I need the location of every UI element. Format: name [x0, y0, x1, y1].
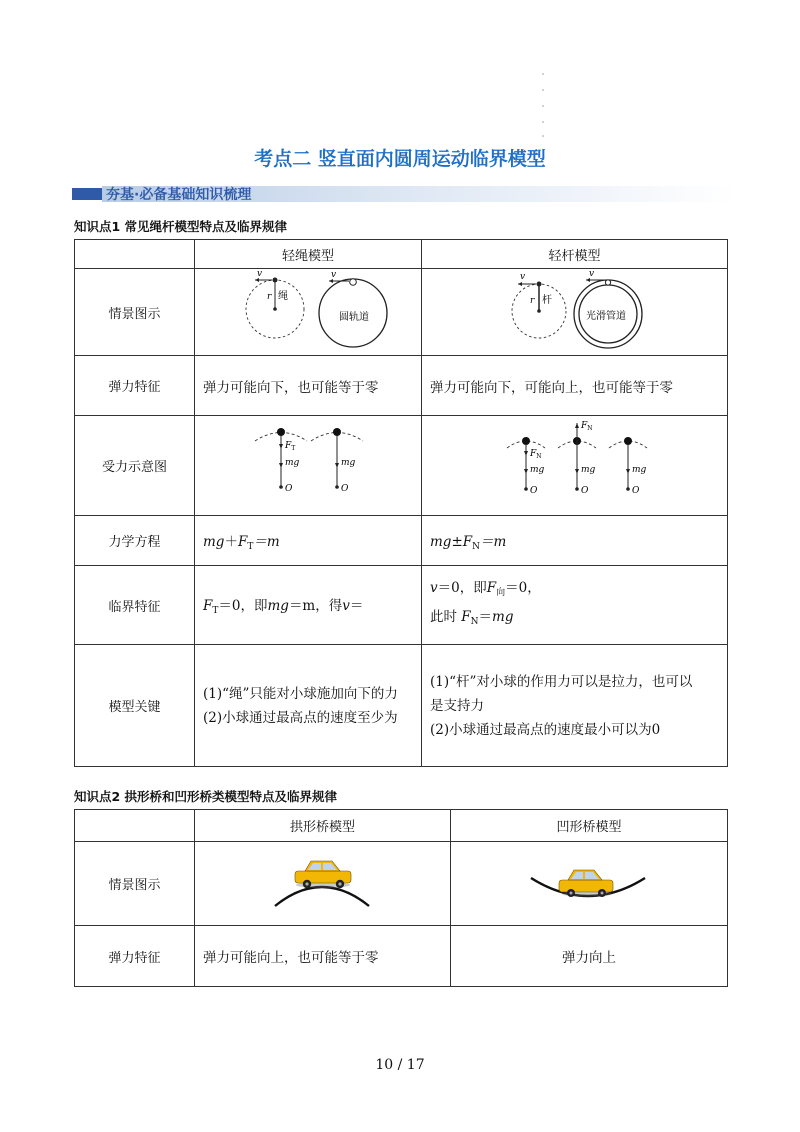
arch-force-feature: 弹力可能向上，也可能等于零: [195, 926, 451, 987]
row-force-feature: [75, 356, 728, 416]
rope-O-label-2: O: [341, 484, 349, 494]
rod-O-label-1: O: [530, 486, 538, 496]
header-rope: 轻绳模型: [195, 240, 422, 269]
row-critical: [75, 566, 728, 645]
section-marker: [72, 188, 102, 200]
rope-label: 绳: [278, 291, 288, 302]
rod-diagram-downward: [507, 437, 545, 496]
header-rod: 轻杆模型: [422, 240, 728, 269]
rope-key-line-1: (1)“绳”只能对小球施加向下的力: [203, 685, 398, 702]
rod-key-line-2: 是支持力: [430, 697, 484, 714]
rope-mg-label-1: mg: [285, 458, 300, 468]
rod-smooth-tube: [574, 269, 642, 348]
bridge-table: [74, 809, 728, 987]
rope-equation: $mg+F_T=m$: [195, 516, 422, 566]
concave-force-feature: 弹力向上: [451, 926, 728, 987]
rod-mg-label-2: mg: [581, 465, 596, 475]
row-label-force-diagram: 受力示意图: [75, 416, 195, 516]
rod-FN-label-2: $F_N$: [581, 421, 593, 432]
row-equation: [75, 516, 728, 566]
row-label-force-feature: 弹力特征: [75, 356, 195, 416]
rod-critical: v＝0，即$F_向=0$， 此时 $F_N=mg$: [422, 566, 728, 645]
rod-force-diagram: [422, 416, 728, 516]
rope-force-diagram: [195, 416, 422, 516]
rope-scene-svg: [195, 269, 421, 351]
rope-rod-table: [74, 239, 728, 767]
rod-label: 杆: [542, 295, 552, 306]
row-key: [75, 645, 728, 767]
bridge-header-empty: [75, 810, 195, 842]
decorative-dots: [541, 70, 545, 140]
rod-equation: $mg\pm F_N=m$: [422, 516, 728, 566]
rope-FT-label: $F_T$: [285, 441, 296, 452]
bridge-row-scene: [75, 842, 728, 926]
row-force-diagram: [75, 416, 728, 516]
rod-dashed-circle: [512, 272, 566, 338]
rod-diagram-upward: [558, 421, 596, 496]
row-label-equation: 力学方程: [75, 516, 195, 566]
rope-diagram-gravity-only: [311, 428, 363, 494]
rope-force-svg: [195, 416, 421, 511]
rod-FN-label-1: $F_N$: [530, 449, 542, 460]
concave-bridge-figure: [451, 842, 728, 926]
row-label-key: 模型关键: [75, 645, 195, 767]
header-arch: 拱形桥模型: [195, 810, 451, 842]
rope-dashed-circle: [246, 269, 304, 338]
bridge-row-label-scene: 情景图示: [75, 842, 195, 926]
rod-mg-label-3: mg: [632, 465, 647, 475]
rope-force-feature: 弹力可能向下，也可能等于零: [195, 356, 422, 416]
tube-v-label: v: [589, 269, 595, 279]
rod-mg-label-1: mg: [530, 465, 545, 475]
rod-scene-svg: [422, 269, 727, 351]
rope-r-label: r: [267, 292, 272, 302]
bridge-row-force: [75, 926, 728, 987]
section-header-text: 夯基·必备基础知识梳理: [106, 187, 252, 203]
arch-bridge-figure: [195, 842, 451, 926]
rope-critical: $F_T=0$，即mg＝m，得v＝: [195, 566, 422, 645]
rope-v-label: v: [257, 269, 263, 279]
rope-mg-label-2: mg: [341, 458, 356, 468]
rod-key: [422, 645, 728, 767]
rope-circular-track: [319, 270, 387, 347]
row-label-critical: 临界特征: [75, 566, 195, 645]
track-label: 圆轨道: [339, 312, 369, 323]
rod-O-label-2: O: [581, 486, 589, 496]
section-header: [72, 182, 736, 206]
rod-r-label: r: [530, 296, 535, 306]
page-number: 10 / 17: [375, 1057, 425, 1073]
rope-scene-figure: [195, 269, 422, 356]
row-label-scene: 情景图示: [75, 269, 195, 356]
car-icon: [295, 861, 351, 888]
rod-O-label-3: O: [632, 486, 640, 496]
rod-key-line-1: (1)“杆”对小球的作用力可以是拉力，也可以: [430, 673, 693, 690]
knowledge-point-2-title: 知识点2 拱形桥和凹形桥类模型特点及临界规律: [74, 789, 338, 804]
concave-bridge-svg: [451, 842, 727, 921]
rod-key-line-3: (2)小球通过最高点的速度最小可以为0: [430, 721, 661, 738]
page-title: 考点二 竖直面内圆周运动临界模型: [254, 148, 546, 170]
tube-label: 光滑管道: [586, 311, 626, 322]
track-v-label: v: [331, 270, 337, 280]
bridge-header-row: [75, 810, 728, 842]
knowledge-point-1-title: 知识点1 常见绳杆模型特点及临界规律: [74, 219, 288, 234]
rope-key-line-2: (2)小球通过最高点的速度至少为: [203, 709, 398, 726]
rod-force-feature: 弹力可能向下，可能向上，也可能等于零: [422, 356, 728, 416]
rod-diagram-gravity-only: [609, 437, 647, 496]
rope-O-label-1: O: [285, 484, 293, 494]
table-header-row: [75, 240, 728, 269]
arch-bridge-svg: [195, 842, 450, 921]
rod-scene-figure: [422, 269, 728, 356]
rope-diagram-with-tension: [255, 428, 307, 494]
header-empty-cell: [75, 240, 195, 269]
rod-force-svg: [422, 416, 727, 511]
row-scene: [75, 269, 728, 356]
bridge-row-label-force: 弹力特征: [75, 926, 195, 987]
rope-key: [195, 645, 422, 767]
rod-v-label: v: [520, 272, 526, 282]
car-icon: [559, 870, 613, 897]
header-concave: 凹形桥模型: [451, 810, 728, 842]
